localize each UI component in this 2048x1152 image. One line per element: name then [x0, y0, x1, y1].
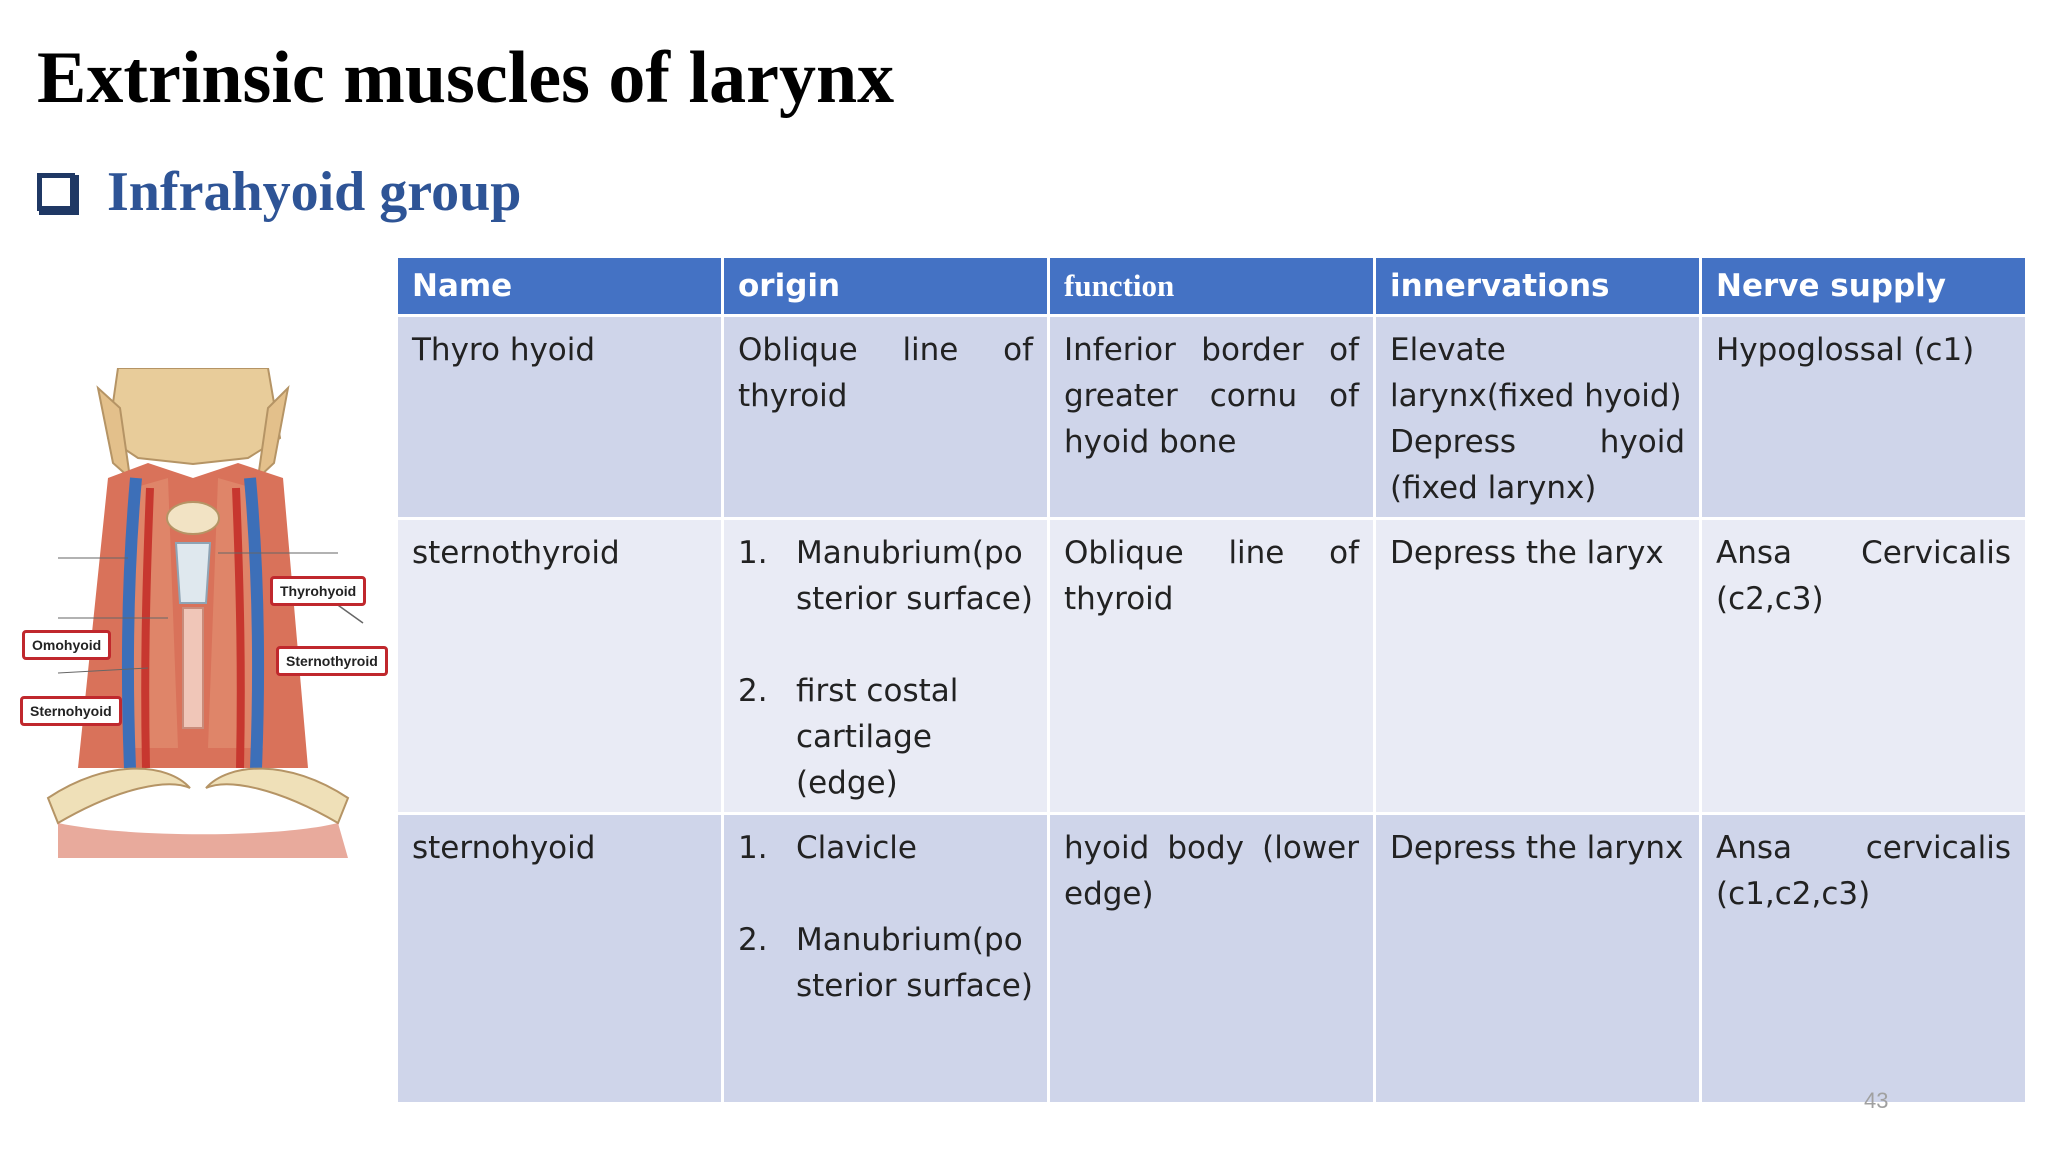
cell-origin [723, 519, 1049, 814]
infrahyoid-muscles-table [395, 255, 2028, 1105]
list-item: 2. Manubrium(posterior surface) [738, 917, 1033, 1009]
label-sternohyoid: Sternohyoid [20, 696, 122, 726]
subtitle-row [37, 160, 521, 224]
cell-name: Thyro hyoid [397, 316, 723, 519]
cell-name: sternothyroid [397, 519, 723, 814]
cell-function: hyoid body (lower edge) [1049, 814, 1375, 1104]
table-row-sternothyroid [397, 519, 2027, 814]
label-omohyoid: Omohyoid [22, 630, 111, 660]
header-innervations: innervations [1375, 257, 1701, 316]
cell-origin: Oblique line of thyroid [723, 316, 1049, 519]
cell-nerve-supply: Ansa Cervicalis (c2,c3) [1701, 519, 2027, 814]
list-item: 1. Clavicle [738, 825, 1033, 871]
origin-list [738, 825, 1033, 1009]
cell-nerve-supply: Ansa cervicalis (c1,c2,c3) [1701, 814, 2027, 1104]
page-number: 43 [1864, 1088, 1889, 1113]
list-item-text: Manubrium(posterior surface) [796, 535, 1033, 617]
slide-subtitle: Infrahyoid group [107, 161, 522, 223]
list-item-text: Manubrium(posterior surface) [796, 922, 1033, 1004]
cell-nerve-supply: Hypoglossal (c1) [1701, 316, 2027, 519]
header-nerve-supply: Nerve supply [1701, 257, 2027, 316]
list-item-text: first costal cartilage (edge) [796, 673, 959, 801]
innervation-item: Elevate larynx(fixed hyoid) [1390, 332, 1682, 414]
cell-innervations: Depress the laryx [1375, 519, 1701, 814]
header-name: Name [397, 257, 723, 316]
label-thyrohyoid: Thyrohyoid [270, 576, 366, 606]
label-sternothyroid: Sternothyroid [276, 646, 388, 676]
cell-innervations [1375, 316, 1701, 519]
list-item: 2. first costal cartilage (edge) [738, 668, 1033, 806]
cell-name: sternohyoid [397, 814, 723, 1104]
table-row-thyrohyoid [397, 316, 2027, 519]
neck-anatomy-illustration [18, 368, 380, 858]
table-header-row [397, 257, 2027, 316]
cell-innervations: Depress the larynx [1375, 814, 1701, 1104]
origin-list [738, 530, 1033, 806]
cell-function: Oblique line of thyroid [1049, 519, 1375, 814]
slide-title: Extrinsic muscles of larynx [37, 37, 895, 119]
checkbox-bullet-icon [37, 173, 75, 211]
list-item: 1. Manubrium(posterior surface) [738, 530, 1033, 622]
header-origin: origin [723, 257, 1049, 316]
cell-function: Inferior border of greater cornu of hyoid bone [1049, 316, 1375, 519]
header-function: function [1049, 257, 1375, 316]
cell-origin [723, 814, 1049, 1104]
table-row-sternohyoid [397, 814, 2027, 1104]
neck-muscles-drawing [18, 368, 380, 858]
list-item-text: Clavicle [796, 830, 917, 866]
innervation-item: Depress hyoid (fixed larynx) [1390, 424, 1685, 506]
